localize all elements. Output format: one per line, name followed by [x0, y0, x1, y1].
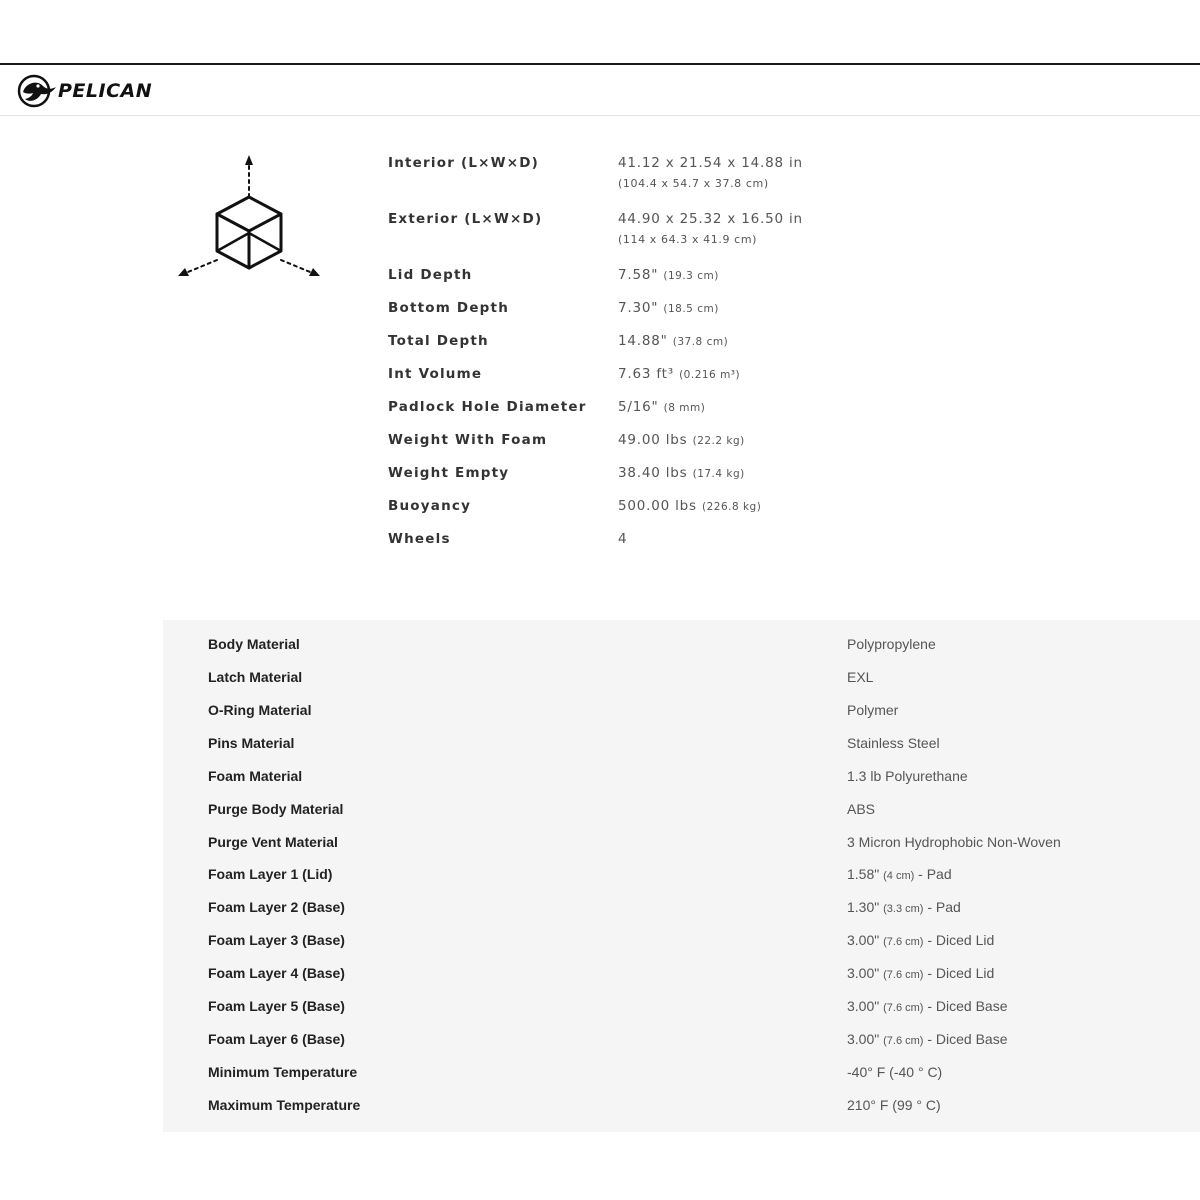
dimension-row-padlock-hole	[388, 399, 858, 432]
dimension-imperial: 500.00 lbs	[618, 498, 697, 514]
dimension-row-wheels	[388, 531, 858, 564]
dimension-label: Lid Depth	[388, 267, 473, 283]
material-metric: (4 cm)	[883, 870, 915, 882]
dimension-value	[618, 399, 705, 432]
material-value: 210° F (99 ° C)	[847, 1097, 941, 1113]
material-metric: (7.6 cm)	[883, 1035, 924, 1047]
material-value: Polymer	[847, 702, 899, 718]
material-metric: (7.6 cm)	[883, 1002, 924, 1014]
dimension-row-total-depth	[388, 333, 858, 366]
material-row	[163, 899, 1200, 932]
material-value: 1.3 lb Polyurethane	[847, 768, 968, 784]
dimension-metric: (114 x 64.3 x 41.9 cm)	[618, 233, 758, 246]
dimension-metric: (22.2 kg)	[692, 435, 745, 447]
dimension-label: Wheels	[388, 531, 451, 547]
material-label: Foam Material	[208, 768, 303, 784]
material-metric: (7.6 cm)	[883, 969, 924, 981]
material-row	[163, 768, 1200, 801]
dimension-label: Bottom Depth	[388, 300, 510, 316]
dimension-row-weight-empty	[388, 465, 858, 498]
dimension-imperial: 7.63 ft³	[618, 366, 674, 382]
material-row	[163, 1064, 1200, 1097]
material-imperial: 3.00"	[847, 932, 880, 948]
material-suffix: - Diced Lid	[927, 932, 995, 948]
material-label: Body Material	[208, 636, 300, 652]
dimension-label: Buoyancy	[388, 498, 472, 514]
material-value: 3 Micron Hydrophobic Non-Woven	[847, 834, 1061, 850]
material-label: Latch Material	[208, 669, 303, 685]
material-imperial: 3.00"	[847, 1031, 880, 1047]
material-label: Purge Vent Material	[208, 834, 338, 850]
material-imperial: 1.30"	[847, 899, 880, 915]
material-value: Polypropylene	[847, 636, 936, 652]
dimension-label: Total Depth	[388, 333, 489, 349]
materials-table	[163, 620, 1200, 1132]
material-row	[163, 834, 1200, 867]
material-metric: (7.6 cm)	[883, 936, 924, 948]
dimensions-table	[388, 155, 858, 564]
material-row	[163, 735, 1200, 768]
dimension-row-interior	[388, 155, 858, 211]
dimension-row-buoyancy	[388, 498, 858, 531]
material-value: -40° F (-40 ° C)	[847, 1064, 943, 1080]
material-label: Foam Layer 4 (Base)	[208, 965, 345, 981]
dimension-metric: (19.3 cm)	[663, 270, 719, 282]
material-imperial: 3.00"	[847, 965, 880, 981]
dimension-imperial: 7.58"	[618, 267, 659, 283]
dimension-metric: (17.4 kg)	[692, 468, 745, 480]
material-label: Maximum Temperature	[208, 1097, 361, 1113]
material-label: Purge Body Material	[208, 801, 344, 817]
dimension-label: Interior (L×W×D)	[388, 155, 540, 171]
dimension-label: Exterior (L×W×D)	[388, 211, 543, 227]
dimension-row-bottom-depth	[388, 300, 858, 333]
material-label: Foam Layer 3 (Base)	[208, 932, 345, 948]
dimension-imperial: 41.12 x 21.54 x 14.88 in	[618, 155, 803, 171]
dimension-metric: (226.8 kg)	[701, 501, 762, 513]
material-label: Foam Layer 2 (Base)	[208, 899, 345, 915]
dimension-value	[618, 366, 740, 399]
material-suffix: - Diced Base	[927, 1031, 1008, 1047]
dimension-value	[618, 211, 803, 267]
material-value	[847, 998, 1008, 1014]
material-row	[163, 1031, 1200, 1064]
dimension-label: Int Volume	[388, 366, 483, 382]
pelican-bird-icon	[14, 73, 58, 109]
material-row	[163, 669, 1200, 702]
material-row	[163, 702, 1200, 735]
material-row	[163, 636, 1200, 669]
dimension-label: Padlock Hole Diameter	[388, 399, 587, 415]
material-row	[163, 1097, 1200, 1130]
dimension-imperial: 38.40 lbs	[618, 465, 688, 481]
dimension-row-exterior	[388, 211, 858, 267]
material-value	[847, 866, 952, 882]
material-label: Foam Layer 1 (Lid)	[208, 866, 333, 882]
material-label: Foam Layer 6 (Base)	[208, 1031, 345, 1047]
material-value: Stainless Steel	[847, 735, 940, 751]
material-label: Pins Material	[208, 735, 295, 751]
material-row	[163, 965, 1200, 998]
dimension-imperial: 7.30"	[618, 300, 659, 316]
material-suffix: - Pad	[918, 866, 952, 882]
dimension-value	[618, 531, 627, 564]
logo-text: PELICAN	[58, 80, 153, 102]
dimension-value	[618, 432, 745, 465]
material-imperial: 1.58"	[847, 866, 880, 882]
material-suffix: - Pad	[927, 899, 961, 915]
material-row	[163, 932, 1200, 965]
dimension-metric: (18.5 cm)	[663, 303, 719, 315]
material-label: Minimum Temperature	[208, 1064, 358, 1080]
material-metric: (3.3 cm)	[883, 903, 924, 915]
dimension-row-lid-depth	[388, 267, 858, 300]
material-value: EXL	[847, 669, 874, 685]
dimension-metric: (0.216 m³)	[679, 369, 741, 381]
material-imperial: 3.00"	[847, 998, 880, 1014]
material-suffix: - Diced Lid	[927, 965, 995, 981]
dimension-row-weight-with-foam	[388, 432, 858, 465]
dimension-imperial: 44.90 x 25.32 x 16.50 in	[618, 211, 803, 227]
material-row	[163, 998, 1200, 1031]
header-divider	[0, 115, 1200, 116]
material-value	[847, 899, 961, 915]
dimension-label: Weight With Foam	[388, 432, 548, 448]
dimension-metric: (8 mm)	[663, 402, 706, 414]
dimension-value	[618, 333, 728, 366]
pelican-logo[interactable]	[14, 73, 152, 109]
dimension-value	[618, 300, 719, 333]
dimension-label: Weight Empty	[388, 465, 510, 481]
cube-dimensions-icon	[172, 152, 328, 284]
material-label: O-Ring Material	[208, 702, 312, 718]
dimension-metric: (104.4 x 54.7 x 37.8 cm)	[618, 177, 769, 190]
dimension-imperial: 5/16"	[618, 399, 659, 415]
dimension-row-int-volume	[388, 366, 858, 399]
material-suffix: - Diced Base	[927, 998, 1008, 1014]
dimension-imperial: 49.00 lbs	[618, 432, 688, 448]
top-divider	[0, 63, 1200, 65]
material-value	[847, 965, 994, 981]
material-row	[163, 866, 1200, 899]
material-value	[847, 1031, 1008, 1047]
material-row	[163, 801, 1200, 834]
dimension-value	[618, 267, 719, 300]
dimension-metric: (37.8 cm)	[672, 336, 729, 348]
dimension-value	[618, 498, 761, 531]
dimension-imperial: 14.88"	[618, 333, 668, 349]
material-value: ABS	[847, 801, 876, 817]
dimension-value	[618, 155, 803, 211]
dimension-imperial: 4	[618, 531, 628, 547]
dimension-value	[618, 465, 745, 498]
material-value	[847, 932, 994, 948]
material-label: Foam Layer 5 (Base)	[208, 998, 345, 1014]
